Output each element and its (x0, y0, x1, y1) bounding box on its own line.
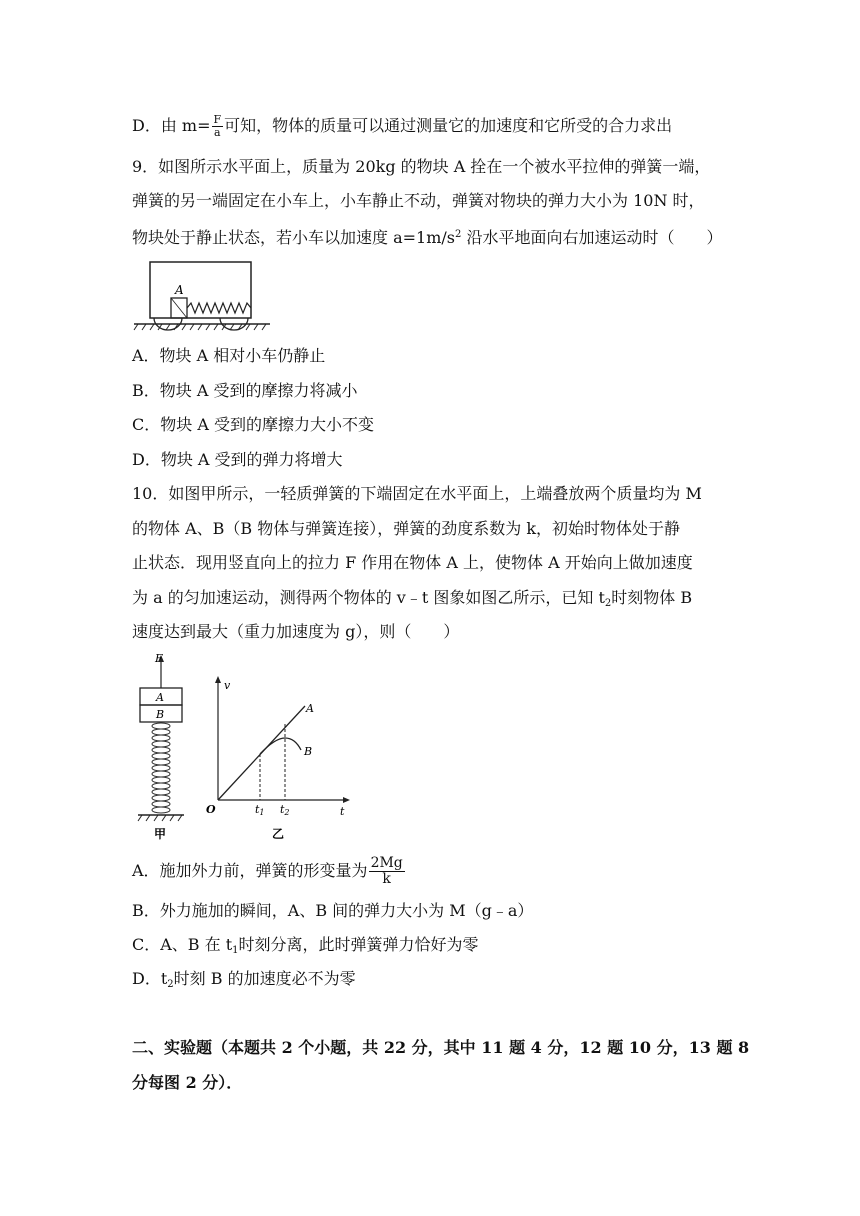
section-2-heading-line-2: 分每图 2 分）． (132, 1073, 243, 1092)
q9-option-b: B．物块 A 受到的摩擦力将减小 (132, 381, 358, 400)
fraction-2mg-over-k (369, 856, 405, 887)
q10-figure-yi (205, 672, 355, 844)
q9-superscript: 2 (455, 229, 462, 240)
q8-option-d (132, 114, 672, 139)
block-a-label: A (156, 691, 164, 704)
q10-option-c-subscript: 1 (232, 945, 239, 956)
q10-stem-line-4a: 为 a 的匀加速运动，测得两个物体的 v﹣t 图象如图乙所示，已知 t (132, 588, 605, 607)
block-a-label: A (175, 283, 184, 297)
q10-option-d (132, 967, 356, 997)
q10-option-c-a: C．A、B 在 t (132, 935, 233, 954)
curve-b (260, 738, 301, 754)
figure-jia-caption: 甲 (154, 827, 167, 841)
t-axis-label: t (340, 805, 345, 818)
fraction-denominator: k (382, 871, 391, 887)
force-label: F (155, 652, 163, 665)
q10-stem-line-2: 的物体 A、B（B 物体与弹簧连接），弹簧的劲度系数为 k，初始时物体处于静 (132, 519, 681, 538)
figure-yi-caption: 乙 (272, 827, 285, 841)
q9-option-a: A．物块 A 相对小车仍静止 (132, 346, 326, 365)
t-axis-arrow (343, 797, 350, 803)
q8-option-d-prefix: D．由 m= (132, 116, 211, 135)
q10-stem-line-5: 速度达到最大（重力加速度为 g），则（ ） (132, 622, 460, 641)
v-axis-arrow (215, 676, 221, 683)
q10-stem-line-4 (132, 586, 692, 616)
section-2-heading-line-1: 二、实验题（本题共 2 个小题，共 22 分，其中 11 题 4 分，12 题 10 分，13 题 8 (132, 1038, 750, 1057)
q9-stem-line-2: 弹簧的另一端固定在小车上，小车静止不动，弹簧对物块的弹力大小为 10N 时， (132, 191, 705, 210)
block-b-label: B (156, 708, 165, 721)
q10-option-d-b: 时刻 B 的加速度必不为零 (173, 969, 356, 988)
fraction-numerator: 2Mg (370, 855, 403, 871)
fraction-denominator: a (214, 126, 221, 139)
q9-stem-line-1: 9．如图所示水平面上，质量为 20kg 的物块 A 拴在一个被水平拉伸的弹簧一端， (132, 157, 711, 176)
ground-hatch (138, 815, 182, 821)
spring-coils (152, 723, 170, 813)
q9-option-d: D．物块 A 受到的弹力将增大 (132, 450, 343, 469)
q10-stem-line-3: 止状态．现用竖直向上的拉力 F 作用在物体 A 上，使物体 A 开始向上做加速度 (132, 553, 693, 572)
fraction-numerator: F (213, 113, 222, 126)
q9-stem-line-3a: 物块处于静止状态，若小车以加速度 a=1m/s (132, 228, 455, 247)
v-axis-label: v (224, 679, 231, 692)
q10-figure-jia (132, 652, 192, 844)
q10-option-c (132, 933, 479, 963)
q10-option-d-a: D．t (132, 969, 168, 988)
q10-option-a (132, 856, 406, 887)
block-hatch (171, 298, 187, 318)
t2-label: t2 (280, 803, 290, 817)
q10-subscript: 2 (604, 598, 612, 609)
t1-label: t1 (255, 803, 265, 817)
q10-option-d-subscript: 2 (167, 979, 174, 990)
q10-option-a-text: A．施加外力前，弹簧的形变量为 (132, 861, 368, 880)
fraction-f-over-a (212, 114, 224, 139)
q9-option-c: C．物块 A 受到的摩擦力大小不变 (132, 415, 374, 434)
spring (187, 303, 251, 313)
q10-stem-line-1: 10．如图甲所示，一轻质弹簧的下端固定在水平面上，上端叠放两个质量均为 M (132, 484, 702, 503)
origin-label: O (206, 803, 216, 816)
line-a-label: A (306, 702, 314, 715)
q9-cart-figure (132, 258, 272, 332)
curve-b-label: B (304, 745, 313, 758)
q9-stem-line-3b: 沿水平地面向右加速运动时（ ） (461, 228, 723, 247)
q10-option-b: B．外力施加的瞬间，A、B 间的弹力大小为 M（g﹣a） (132, 901, 534, 920)
q10-option-c-b: 时刻分离，此时弹簧弹力恰好为零 (238, 935, 479, 954)
q8-option-d-suffix: 可知，物体的质量可以通过测量它的加速度和它所受的合力求出 (224, 116, 673, 135)
q10-stem-line-4b: 时刻物体 B (611, 588, 693, 607)
q9-stem-line-3 (132, 223, 722, 250)
